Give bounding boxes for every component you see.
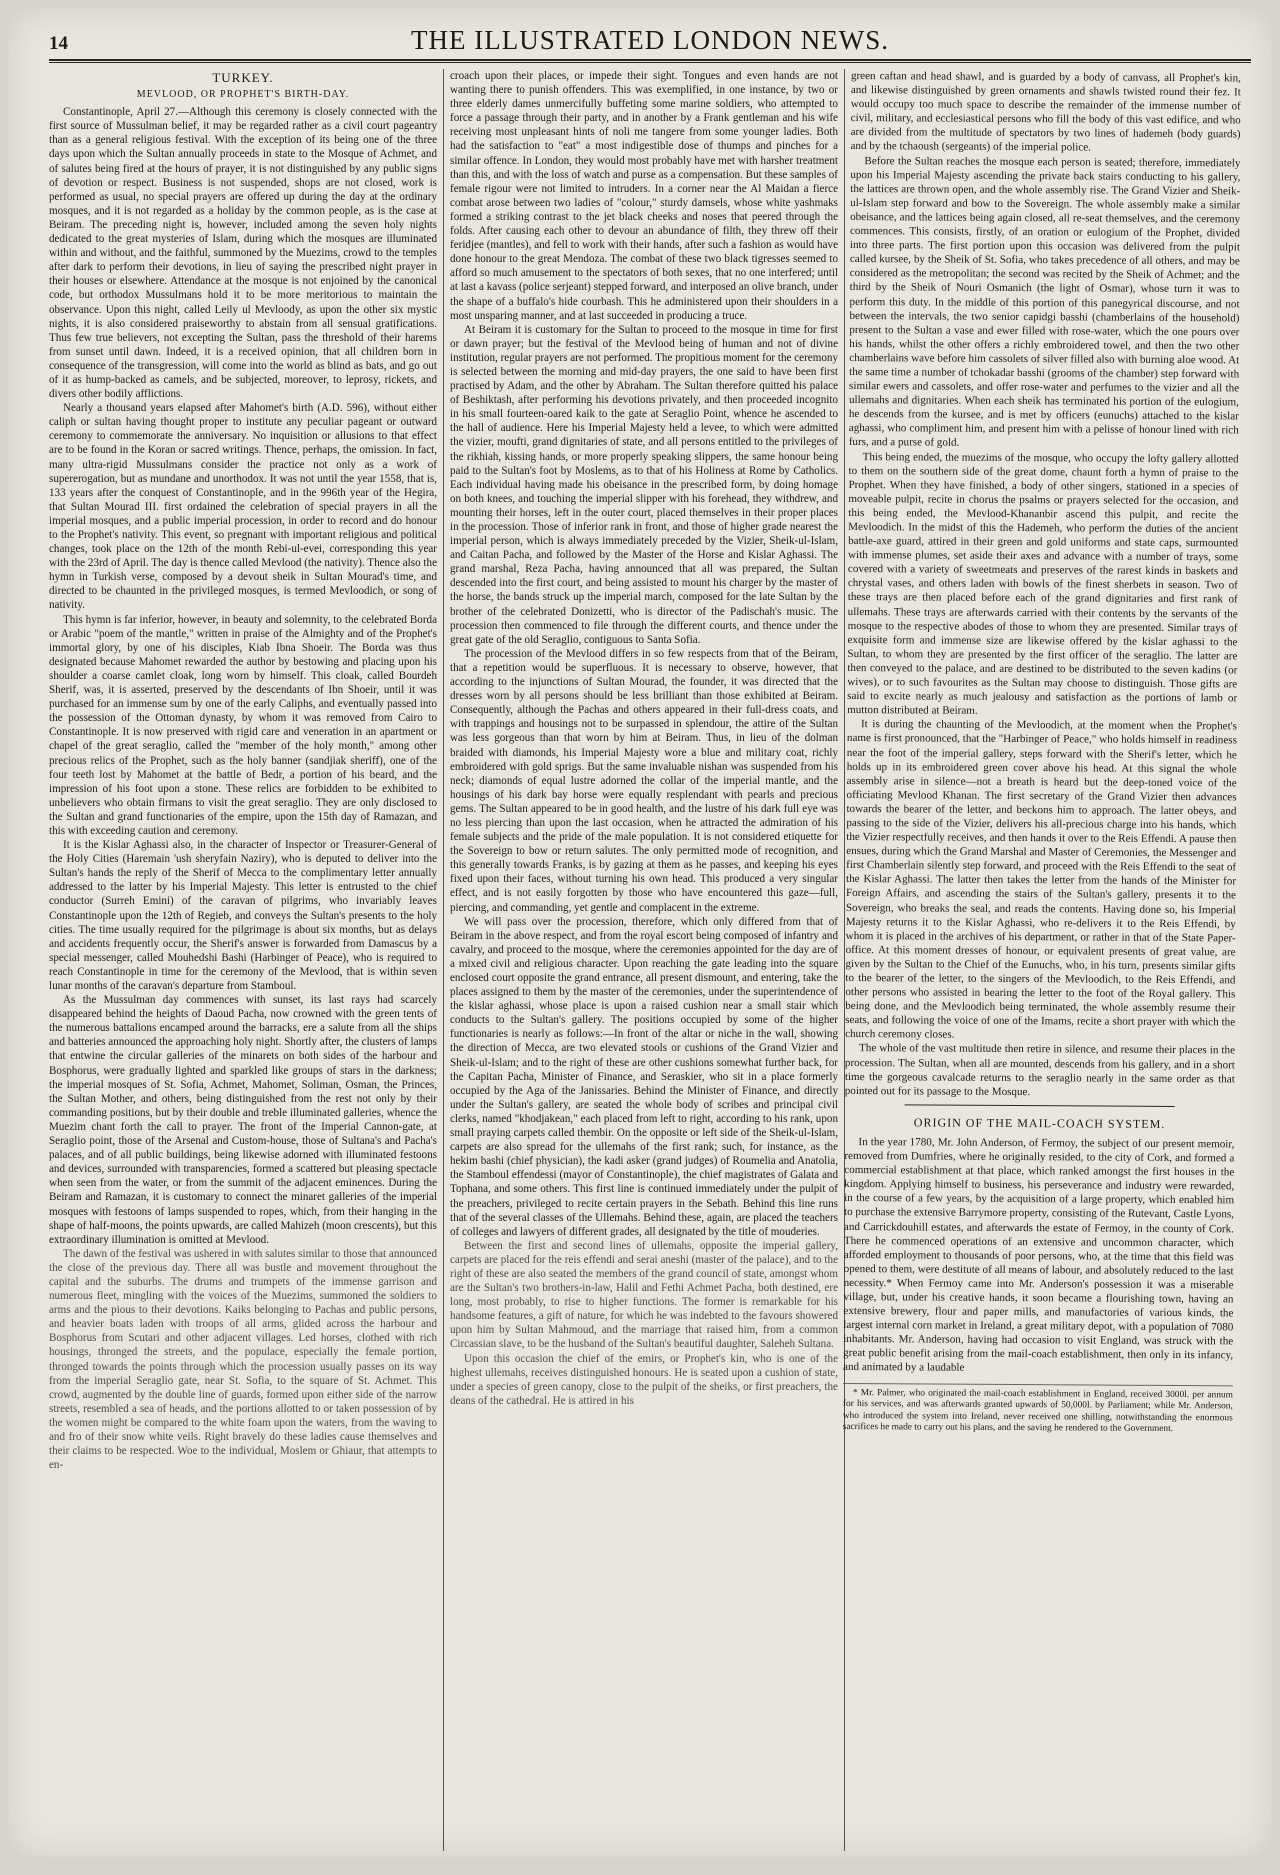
paragraph: The dawn of the festival was ushered in with salutes similar to those that announced the close of the previous day. There all was bustle and movement throughout the capital and the suburbs. The drums and trumpets of the immense garrison and numerous fleet, mingling with the voices of the Muezims, summoned the soldiers to arms and the pious to their devotions. Kaiks belonging to Pachas and public persons, and heavier boats laden with troops of all arms, glided across the harbour and Bosphorus from Scutari and other adjacent villages. Led horses, clothed with rich housings, thronged the streets, and the populace, especially the female portion, thronged towards the points through which the procession usually passes on its way from the imperial Seraglio gate, near St. Sofia, to the square of St. Achmet. This crowd, augmented by the double line of guards, formed upon either side of the narrow streets, resembled a sea of heads, and the portions allotted to or taken possession of by the women might be compared to the white foam upon the waters, from the waving to and fro of their snow white veils. Right bravely do these ladies cause themselves and their claims to be respected. Woe to the individual, Moslem or Ghiaur, that attempts to en- bbox=[49, 1247, 437, 1472]
newspaper-page bbox=[9, 9, 1271, 1857]
paragraph: Between the first and second lines of ullemahs, opposite the imperial gallery, carpets are placed for the reis effendi and serai aneshi (master of the palace), and to the right of these are also seated the members of the grand council of state, amongst whom are the Sultan's two brothers-in-law, Halil and Fethi Achmet Pacha, both destined, ere long, most probably, to rise to higher functions. The former is remarkable for his handsome features, a gift of nature, for which he was indebted to the favours showered upon him by Sultan Mahmoud, and the marriage that raised him, from a common Circassian slave, to be the husband of the Sultan's beautiful daughter, Saleheh Sultana. bbox=[450, 1239, 838, 1351]
page-number: 14 bbox=[49, 33, 68, 54]
paragraph: Before the Sultan reaches the mosque each person is seated; therefore, immediately upon his Imperial Majesty ascending the private back stairs conducting to his gallery, the lattices are thrown open, and the whole assembly rise. The Grand Vizier and Sheik-ul-Islam step forward and bow to the Sovereign. The whole assembly make a similar obeisance, and the lattices being again closed, all re-seat themselves, and the ceremony commences. This consists, firstly, of an oration or eulogium of the Prophet, divided into three parts. The first portion upon this occasion was delivered from the pulpit called kursee, by the Sheik of St. Sofia, who takes precedence of all others, and may be considered as the metropolitan; the second was recited by the Sheik of Achmet; and the third by the Sheik of Nouri Osmanich (the light of Osmar), whose turn it was to perform this duty. In the middle of this portion of this panegyrical discourse, and not between the intervals, the two senior capidgi basshi (chamberlains of the household) present to the Sultan a vase and ewer filled with rose-water, which the one pours over his hands, whilst the other offers a richly embroidered towel, and then the two other chamberlains wave before him cassolets of silver filled also with burning aloe wood. At the same time a number of tchokadar basshi (grooms of the chamber) step forward with similar ewers and cassolets, and offer rose-water and perfumes to the vizier and all the ullemahs and dignitaries. When each sheik has terminated his portion of the eulogium, he descends from the kursee, and is met by officers (eunuchs) attached to the kislar aghassi, who compliment him, and present him with a pelisse of honour lined with rich furs, and a purse of gold. bbox=[848, 154, 1241, 450]
paragraph: This being ended, the muezims of the mosque, who occupy the lofty gallery allotted to them on the southern side of the great dome, chaunt forth a hymn of praise to the Prophet. When they have finished, a body of other singers, stationed in a species of moveable pulpit, recite in chorus the psalms or prayers selected for the occasion, and this being ended, the Mevlood-Khananbir ascend this pulpit, and recite the Mevloodich. In the midst of this the Hademeh, who perform the duties of the ancient battle-axe guard, attired in their green and gold uniforms and state caps, surmounted with immense plumes, set aside their axes and advance with a number of trays, some covered with a variety of sweetmeats and preserves of the rarest kinds in baskets and chrystal vases, and others laden with bowls of the finest sherbets in season. Two of these trays are then placed before each of the grand dignitaries and first rank of ullemahs. These trays are afterwards carried with their contents by the servants of the mosque to the respective abodes of those to whom they are presented. Similar trays of exquisite form and immense size are likewise offered by the kislar aghassi to the Sultan, to whom they are presented by the first officer of the seraglio. The latter are then conveyed to the palace, and are destined to be distributed to the seven kadins (or wives), or to such favourites as the Sultan may choose to distinguish. Those gifts are said to excite nearly as much jealousy and satisfaction as the portions of lamb or mutton distributed at Beiram. bbox=[847, 450, 1239, 718]
masthead-rule bbox=[49, 62, 1251, 63]
footnote: * Mr. Palmer, who originated the mail-coach establishment in England, received 3000l. per annum for his services, and was afterwards granted upwards of 50,000l. by Parliament; while Mr. Anderson, who introduced the system into Ireland, never received one shilling, notwithstanding the enormous sacrifices he made to carry out his plans, and the saving he rendered to the Government. bbox=[843, 1383, 1233, 1437]
column-1 bbox=[49, 69, 437, 1851]
column-3 bbox=[840, 69, 1241, 1853]
paragraph: The whole of the vast multitude then retire in silence, and resume their places in the procession. The Sultan, when all are mounted, descends from his gallery, and in a short time the gorgeous cavalcade returns to the seraglio nearly in the same order as that pointed out for its passage to the Mosque. bbox=[844, 1042, 1236, 1098]
paragraph: Upon this occasion the chief of the emirs, or Prophet's kin, who is one of the highest ullemahs, receives distinguished honours. He is seated upon a cushion of state, under a species of green canopy, close to the pulpit of the sheiks, or first preachers, the deans of the cathedral. He is attired in his bbox=[450, 1352, 838, 1407]
column-2 bbox=[450, 69, 838, 1851]
section-rule bbox=[905, 1104, 1175, 1107]
newspaper-title: THE ILLUSTRATED LONDON NEWS. bbox=[411, 25, 889, 55]
paragraph: The procession of the Mevlood differs in so few respects from that of the Beiram, that a repetition would be superfluous. It is necessary to observe, however, that according to the injunctions of Sultan Mourad, the founder, it was directed that the dresses worn by all persons should be less brilliant than those exhibited at Beiram. Consequently, although the Pachas and others appeared in their full-dress coats, and with trappings and housings not to be surpassed in splendour, the attire of the Sultan was less gorgeous than that worn by him at Beiram. Thus, in lieu of the dolman braided with diamonds, his Imperial Majesty wore a blue and military coat, richly embroidered with gold sprigs. But the same invaluable nishan was suspended from his neck; diamonds of equal lustre adorned the collar of the imperial mantle, and the housings of his dark bay horse were equally resplendant with pearls and precious gems. The Sultan appeared to be in good health, and the lustre of his dark full eye was no less piercing than upon the last occasion, when he attracted the admiration of his female subjects and the pride of the male population. It is not considered etiquette for the Sovereign to bow or return salutes. The only permitted mode of recognition, and this generally towards Franks, is by gazing at them as he passes, and keeping his eyes fixed upon their faces, without turning his own head. This produced a very singular effect, and is not easily forgotten by those who have encountered this gaze—full, piercing, and commanding, yet gentle and complacent in the extreme. bbox=[450, 647, 838, 914]
paragraph: In the year 1780, Mr. John Anderson, of Fermoy, the subject of our present memoir, removed from Dumfries, where he originally resided, to the city of Cork, and formed a commercial establishment at that place, which ranked amongst the first houses in the kingdom. Applying himself to business, his perseverance and industry were rewarded, in the course of a few years, by the acquisition of a large property, which enabled him to purchase the extensive Barrymore property, consisting of the Rutevant, Castle Lyons, and Carrickdouhill estates, and afterwards the estate of Fermoy, in the county of Cork. There he commenced operations of an extensive and uncommon character, which afforded employment to thousands of poor persons, who, at the time that this field was opened to them, were destitute of all means of labour, and absolutely reduced to the last necessity.* When Fermoy came into Mr. Anderson's possession it was a miserable village, but, under his creative hands, it soon became a flourishing town, having an extensive brewery, flour and paper mills, and manufactories of various kinds, the largest internal corn market in Ireland, a great military depot, with a population of 7080 inhabitants. Mr. Anderson, having had occasion to visit England, was struck with the great public benefit arising from the mail-coach establishment, then only in its infancy, and animated by a laudable bbox=[843, 1136, 1235, 1375]
column-divider bbox=[443, 69, 444, 1851]
paragraph: As the Mussulman day commences with sunset, its last rays had scarcely disappeared behind the heights of Daoud Pacha, now crowned with the green tents of the numerous battalions encamped around the barracks, ere a salute from all the ships and batteries announced the approaching holy night. Shortly after, the clusters of lamps that entwine the circular galleries of the minarets on both sides of the harbour and Bosphorus, were gradually lighted and sparkled like groups of stars in the darkness; the imperial mosques of St. Sofia, Achmet, Mahomet, Soliman, Osman, the Princes, the Sultan Mother, and others, being distinguished from the rest not only by their commanding positions, but by their double and treble illuminated galleries, whence the Muezim chant forth the call to prayer. The front of the Imperial Cannon-gate, at Seraglio point, those of the Arsenal and Custom-house, those of Sultana's and Pacha's palaces, and of all public buildings, being likewise adorned with illuminated festoons and devices, surrounded with transparencies, formed a scattered but pleasing spectacle when seen from the water, or from the summit of the adjacent eminences. During the Beiram and Ramazan, it is customary to connect the minaret galleries of the imperial mosques with festoons of lamps suspended to ropes, which, from their hanging in the shape of half-moons, the points upwards, are called Mahizeh (moon crescents), but this extraordinary illumination is omitted at Mevlood. bbox=[49, 994, 437, 1246]
paragraph: It is during the chaunting of the Mevloodich, at the moment when the Prophet's name is first pronounced, that the "Harbinger of Peace," who holds himself in readiness near the foot of the imperial gallery, steps forward with the Sherif's letter, which he holds up in its embroidered green cover above his head. At this signal the whole assembly arise in silence—not a breath is heard but the deep-toned voice of the officiating Mevlood Khanan. The first secretary of the Grand Vizier then advances towards the bearer of the letter, and beckons him to approach. The latter obeys, and passing to the side of the Vizier, delivers his all-precious charge into his hands, which the Vizier respectfully receives, and then hands it over to the Reis Effendi. A pause then ensues, during which the Grand Marshal and Master of Ceremonies, the Messenger and first Chamberlain silently step forward, and proceed with the Reis Effendi to the seat of the Kislar Aghassi. The latter then takes the letter from the hands of the Minister for Foreign Affairs, and ascending the stairs of the Sultan's gallery, presents it to the Sovereign, who breaks the seal, and reads the contents. Having done so, his Imperial Majesty returns it to the Kislar Aghassi, who re-delivers it to the Reis Effendi, by whom it is placed in the archives of his department, or rather in that of the State Paper-office. At this moment dresses of honour, or equivalent presents of great value, are given by the Sultan to the Chief of the Eunuchs, who, in his turn, presents similar gifts to the bearer of the letter, to the singers of the Mevloodich, to the Reis Effendi, and other persons who assisted in bearing the letter to the foot of the Royal gallery. This being done, and the Mevloodich being terminated, the whole assembly resume their seats, and following the voice of one of the Imams, recite a short prayer with which the church ceremony closes. bbox=[845, 718, 1238, 1042]
masthead bbox=[49, 21, 1251, 61]
paragraph: This hymn is far inferior, however, in beauty and solemnity, to the celebrated Borda or Arabic "poem of the mantle," written in praise of the Almighty and of the Prophet's immortal glory, by one of his disciples, Kiab Ibna Shoeir. The Borda was thus designated because Mahomet rewarded the author by bestowing and placing upon his shoulder a coarse camlet cloak, long worn by himself. This cloak, called Bourdeh Sherif, was, it is asserted, preserved by the descendants of Ibn Shoeir, until it was purchased for an immense sum by one of the early Caliphs, and eventually passed into the possession of the Ottoman dynasty, by whom it was removed from Cairo to Constantinople. It is now preserved with rigid care and veneration in an apartment or chapel of the great seraglio, called the "member of the holy month," among other precious relics of the Prophet, such as the holy banner (sandjiak sheriff), one of the four teeth lost by Mahomet at the battle of Bedr, a portion of his beard, and the impression of his foot upon a stone. These relics are forbidden to be exhibited to unbelievers who obtain firmans to visit the great seraglio. They are only disclosed to the Sultan and grand functionaries of the empire, upon the 15th day of Ramazan, and this with exceeding caution and ceremony. bbox=[49, 613, 437, 837]
paragraph: We will pass over the procession, therefore, which only differed from that of Beiram in the above respect, and from the royal escort being composed of infantry and cavalry, and proceed to the mosque, where the ceremonies appointed for the day are of a mixed civil and religious character. Upon reaching the gate leading into the square enclosed court opposite the grand entrance, all present dismount, and entering, take the places assigned to them by the master of the ceremonies, under the superintendence of the kislar aghassi, whose place is upon a raised cushion near a small stair which conducts to the Sultan's gallery. The positions occupied by some of the higher functionaries is nearly as follows:—In front of the altar or niche in the wall, showing the direction of Mecca, are two elevated stools or cushions of the Grand Vizier and Sheik-ul-Islam; and to the right of these are other cushions somewhat further back, for the Capitan Pacha, Minister of Finance, and Seraskier, who sit in a place formerly occupied by the Aga of the Janissaries. Behind the Minister of Finance, and directly under the Sultan's gallery, are seated the whole body of scribes and principal civil clerks, named "khodjakean," each placed from left to right, according to his rank, upon small praying carpets called thembir. On the opposite or left side of the Sheik-ul-Islam, carpets are also spread for the ullemahs of the first rank; such, for instance, as the hekim bashi (chief physician), the kadi asker (grand judges) of Roumelia and Anatolia, the Stamboul effendessi (mayor of Constantinople), the chief magistrates of Galata and Tophana, and some others. This first line is continued immediately under the pulpit of the preachers, privileged to recite certain prayers in the Sebath. Behind this line runs that of the several classes of the Ullemahs. Behind these, again, are placed the teachers of colleges and lawyers of different grades, all designated by the title of mouderies. bbox=[450, 915, 838, 1238]
paragraph: It is the Kislar Aghassi also, in the character of Inspector or Treasurer-General of the Holy Cities (Haremain 'ush sheryfain Naziry), who is deputed to deliver into the Sultan's hands the reply of the Sherif of Mecca to the complimentary letter annually addressed to the latter by his Imperial Majesty. This letter is entrusted to the chief conductor (Surreh Emini) of the caravan of pilgrims, who invariably leaves Constantinople upon the 12th of Regieb, and conveys the Sultan's presents to the holy cities. The time usually required for the pilgrimage is about six months, but as delays and accidents frequently occur, the Sherif's answer is forwarded from Damascus by a special messenger, called Mouhedshi Bashi (Harbinger of Peace), who is required to reach Constantinople in time for the ceremony of the Mevlood, that is within seven lunar months of the caravan's departure from Stamboul. bbox=[49, 839, 437, 992]
article-heading: ORIGIN OF THE MAIL-COACH SYSTEM. bbox=[913, 1115, 1166, 1131]
paragraph: Constantinople, April 27.—Although this ceremony is closely connected with the first source of Mussulman belief, it may be regarded rather as a civil court pageantry than as a general religious festival. With the exception of its being one of the three days upon which the Sultan annually proceeds in state to the Mosque of Achmet, and of salutes being fired at the hours of prayer, it is not distinguished by any public signs of devotion or respect. Business is not suspended, shops are not closed, work is performed as usual, no special prayers are offered up during the day at the ordinary mosques, and it is not regarded as a holiday by the common people, as is the case at Beiram. The preceding night is, however, included among the seven holy nights dedicated to the great mysteries of Islam, during which the mosques are illuminated within and without, and the faithful, summoned by the Muezims, crowd to the temples after dark to perform their devotions, in lieu of saying the prescribed night prayer in their houses or elsewhere. Attendance at the mosque is not enjoined by the canonical code, but orthodox Mussulmans hold it to be more meritorious to maintain the observance. Upon this night, called Leily ul Mevloody, as upon the other six mystic nights, it is also considered praiseworthy to abstain from all sensual gratifications. Thus few true believers, not excepting the Sultan, pass the threshold of their harems from sunset until dawn. Indeed, it is a received opinion, that all children born in consequence of the transgression, will come into the world as blind as bats, and go out of it as hump-backed as camels, and be subjected, moreover, to leprosy, rickets, and divers other bodily afflictions. bbox=[49, 106, 437, 401]
paragraph: green caftan and head shawl, and is guarded by a body of canvass, all Prophet's kin, and likewise distinguished by green ornaments and shawls twisted round their fez. It would occupy too much space to describe the remainder of the immense number of civil, military, and ecclesiastical persons who fill the body of this vast edifice, and who are divided from the multitude of spectators by two lines of hademeh (body guards) and by the tchaoush (sergeants) of the imperial police. bbox=[850, 69, 1241, 154]
paragraph: croach upon their places, or impede their sight. Tongues and even hands are not wanting there to punish offenders. This was exemplified, in one instance, by two or three elderly dames unmercifully buffeting some marine soldiers, who attempted to force a passage through their party, and in another by a Frank gentleman and his wife receiving most unpleasant hints of noli me tangere from some younger ladies. Both had the satisfaction to "eat" a most indigestible dose of thumps and pinches for a similar offence. In London, they would most probably have met with harsher treatment than this, and with the loss of watch and purse as a compensation. But these samples of female rigour were not limited to intruders. In a corner near the Al Maidan a fierce combat arose between two ladies of "colour," sturdy damsels, whose white yashmaks formed a striking contrast to the jet black cheeks and noses that peered through the folds. After causing each other to devour an abundance of filth, they threw off their feridjee (mantles), and fell to work with their hands, after such a fashion as would have done honour to the great Mendoza. The combat of these two black tigresses seemed to afford so much amusement to the spectators of both sexes, that no one interfered; until at last a kavass (police serjeant) stepped forward, and interposed an olive branch, under the shape of a buffalo's hide courbash. This he administered upon their shoulders in a most unsparing manner, and at last succeeded in producing a truce. bbox=[450, 70, 838, 322]
article-heading: TURKEY. bbox=[212, 70, 274, 85]
article-subheading: MEVLOOD, OR PROPHET'S BIRTH-DAY. bbox=[136, 89, 350, 101]
paragraph: At Beiram it is customary for the Sultan to proceed to the mosque in time for first or dawn prayer; but the festival of the Mevlood being of human and not of divine institution, regular prayers are not performed. The propitious moment for the ceremony is selected between the morning and mid-day prayers, the one said to have been first practised by Adam, and the other by Abraham. The Sultan therefore quitted his palace of Beshiktash, after performing his devotions privately, and then proceeded incognito in his small fourteen-oared kaik to the gate at Seraglio Point, whence he ascended to the hall of audience. Here his Imperial Majesty held a levee, to which were admitted the vizier, moufti, grand dignitaries of state, and all persons entitled to the privileges of the rikhiah, kissing hands, or more properly speaking slippers, the same honour being paid to the Sultan's foot by Moslems, as to that of his Holiness at Rome by Catholics. Each individual having made his obeisance in the prescribed form, by doing homage on both knees, and touching the imperial slipper with his forehead, they withdrew, and mounting their horses, left in the outer court, placed themselves in their proper places in the procession. Those of inferior rank in front, and those of higher grade nearest the imperial person, which is always immediately preceded by the Vizier, Sheik-ul-Islam, and Caitan Pacha, and followed by the Master of the Horse and Kislar Aghassi. The grand marshal, Reza Pacha, having announced that all was prepared, the Sultan descended into the first court, and being assisted to mount his charger by the master of the horse, the bands struck up the imperial march, composed for the late Sultan by the brother of the celebrated Donizetti, who is director of the Padischah's music. The procession then commenced to file through the different courts, and thence under the great gate of the old Seraglio, contiguous to Santa Sofia. bbox=[450, 323, 838, 646]
paragraph: Nearly a thousand years elapsed after Mahomet's birth (A.D. 596), without either caliph or sultan having thought proper to institute any peculiar pageant or outward ceremony to commemorate the anniversary. No inquisition or allusions to that effect are to be found in the Koran or sacred writings. Thence, perhaps, the omission. In fact, many ultra-rigid Mussulmans consider the practice not only as a work of supererogation, but as mundane and unorthodox. It was not until the year 1558, that is, 133 years after the conquest of Constantinople, and in the 996th year of the Hegira, that Sultan Mourad III. first ordained the celebration of special prayers in all the imperial mosques, and a public imperial procession, in order to record and do honour to the Prophet's nativity. This event, so pregnant with important religious and political changes, took place on the 12th of the month Rebi-ul-evei, corresponding this year with the 23rd of April. The day is thence called Mevlood (the nativity). Thence also the hymn in Turkish verse, composed by a devout sheik in Sultan Mourad's time, and directed to be chaunted in the privileged mosques, is termed Mevloodich, or song of nativity. bbox=[49, 402, 437, 612]
